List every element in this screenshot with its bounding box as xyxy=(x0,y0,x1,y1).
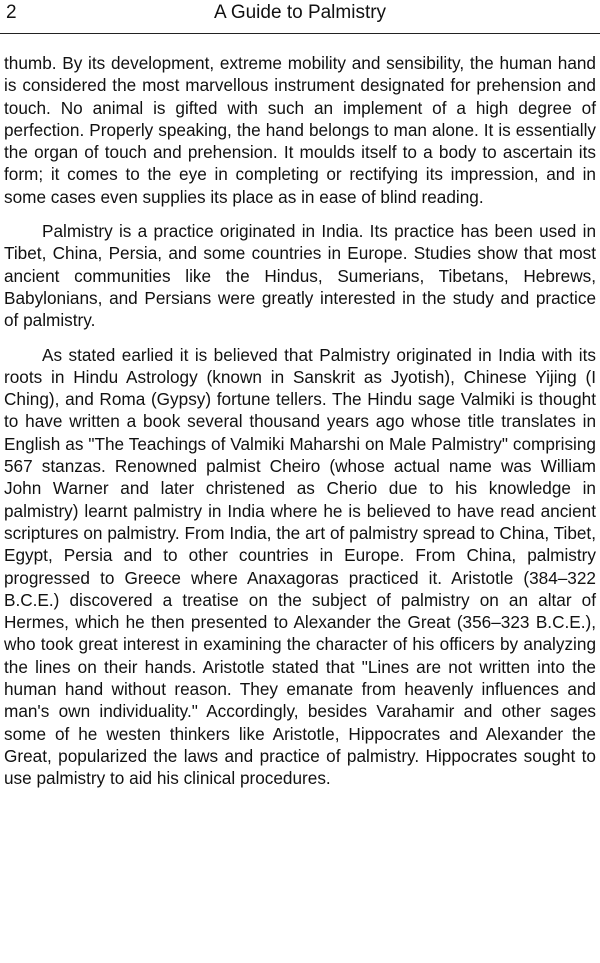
body-text xyxy=(4,52,596,802)
paragraph-continuation: thumb. By its development, extreme mobility and sensibility, the human hand is considered the most marvellous instrument designated for prehension and touch. No animal is gifted with such an implement of a high degree of perfection. Properly speaking, the hand belongs to man alone. It is essentially the organ of touch and prehension. It moulds itself to a body to ascertain its form; it comes to the eye in completing or rectifying its impression, and in some cases even supplies its place as in ease of blind reading. xyxy=(4,53,596,207)
paragraph-history: As stated earlied it is believed that Palmistry originated in India with its roots in Hindu Astrology (known in Sanskrit as Jyotish), Chinese Yijing (I Ching), and Roma (Gypsy) fortune tellers. The Hindu sage Valmiki is thought to have written a book several thousand years ago whose title translates in English as "The Teachings of Valmiki Maharshi on Male Palmistry" comprising 567 stanzas. Renowned palmist Cheiro (whose actual name was William John Warner and later christened as Cherio due to his knowledge in palmistry) learnt palmistry in India where he is believed to have read ancient scriptures on palmistry. From India, the art of palmistry spread to China, Tibet, Egypt, Persia and to other countries in Europe. From China, palmistry progressed to Greece where Anaxagoras practiced it. Aristotle (384–322 B.C.E.) discovered a treatise on the subject of palmistry on an altar of Hermes, which he then presented to Alexander the Great (356–323 B.C.E.), who took great interest in examining the character of his officers by analyzing the lines on their hands. Aristotle stated that "Lines are not written into the human hand without reason. They emanate from heavenly influences and man's own individuality." Accordingly, besides Varahamir and other sages some of he westen thinkers like Aristotle, Hippocrates and Alexander the Great, popularized the laws and practice of palmistry. Hippocrates sought to use palmistry to aid his clinical procedures. xyxy=(4,344,596,789)
running-title: A Guide to Palmistry xyxy=(213,2,387,23)
paragraph-origins: Palmistry is a practice originated in India. Its practice has been used in Tibet, China, Persia, and some countries in Europe. Studies show that most ancient communities like the Hindus, Sumerians, Tibetans, Hebrews, Babylonians, and Persians were greatly interested in the study and practice of palmistry. xyxy=(4,221,596,331)
page-header xyxy=(0,0,600,34)
page-number: 2 xyxy=(6,2,17,23)
